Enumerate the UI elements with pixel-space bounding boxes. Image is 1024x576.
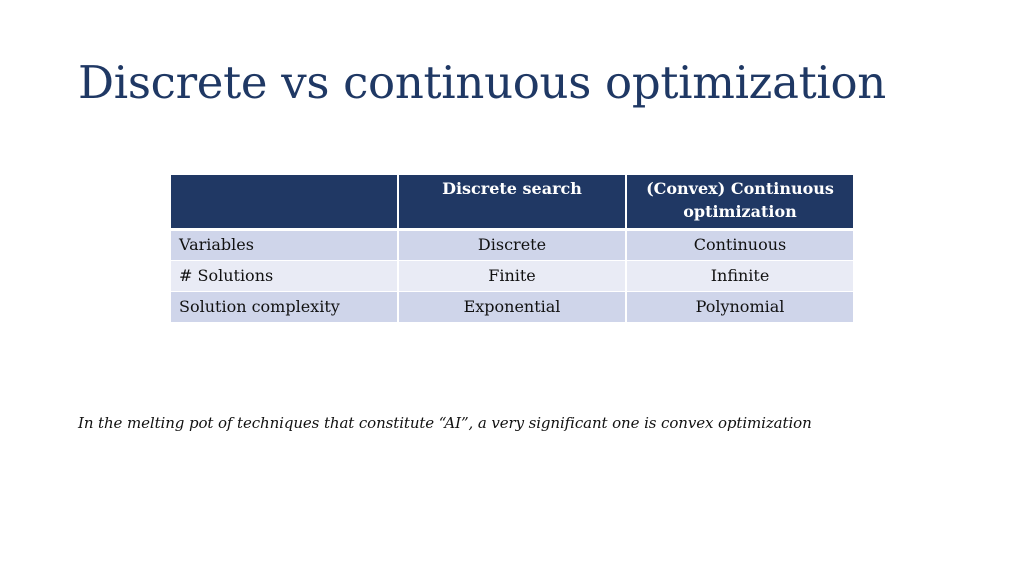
header-continuous-optimization: (Convex) Continuous optimization [626,175,853,229]
table-row [171,229,853,260]
row-label: # Solutions [171,260,398,291]
row-label: Solution complexity [171,291,398,322]
slide-footnote: In the melting pot of techniques that constitute “AI”, a very significant one is convex optimization [78,414,812,432]
table-cell: Discrete [398,229,626,260]
table-row [171,260,853,291]
comparison-table [171,175,853,323]
table-header-row [171,175,853,229]
table-cell: Exponential [398,291,626,322]
table-cell: Infinite [626,260,853,291]
table-cell: Continuous [626,229,853,260]
header-discrete-search: Discrete search [398,175,626,229]
table-cell: Finite [398,260,626,291]
slide-title: Discrete vs continuous optimization [78,56,886,109]
header-empty-cell [171,175,398,229]
table-cell: Polynomial [626,291,853,322]
table-row [171,291,853,322]
row-label: Variables [171,229,398,260]
